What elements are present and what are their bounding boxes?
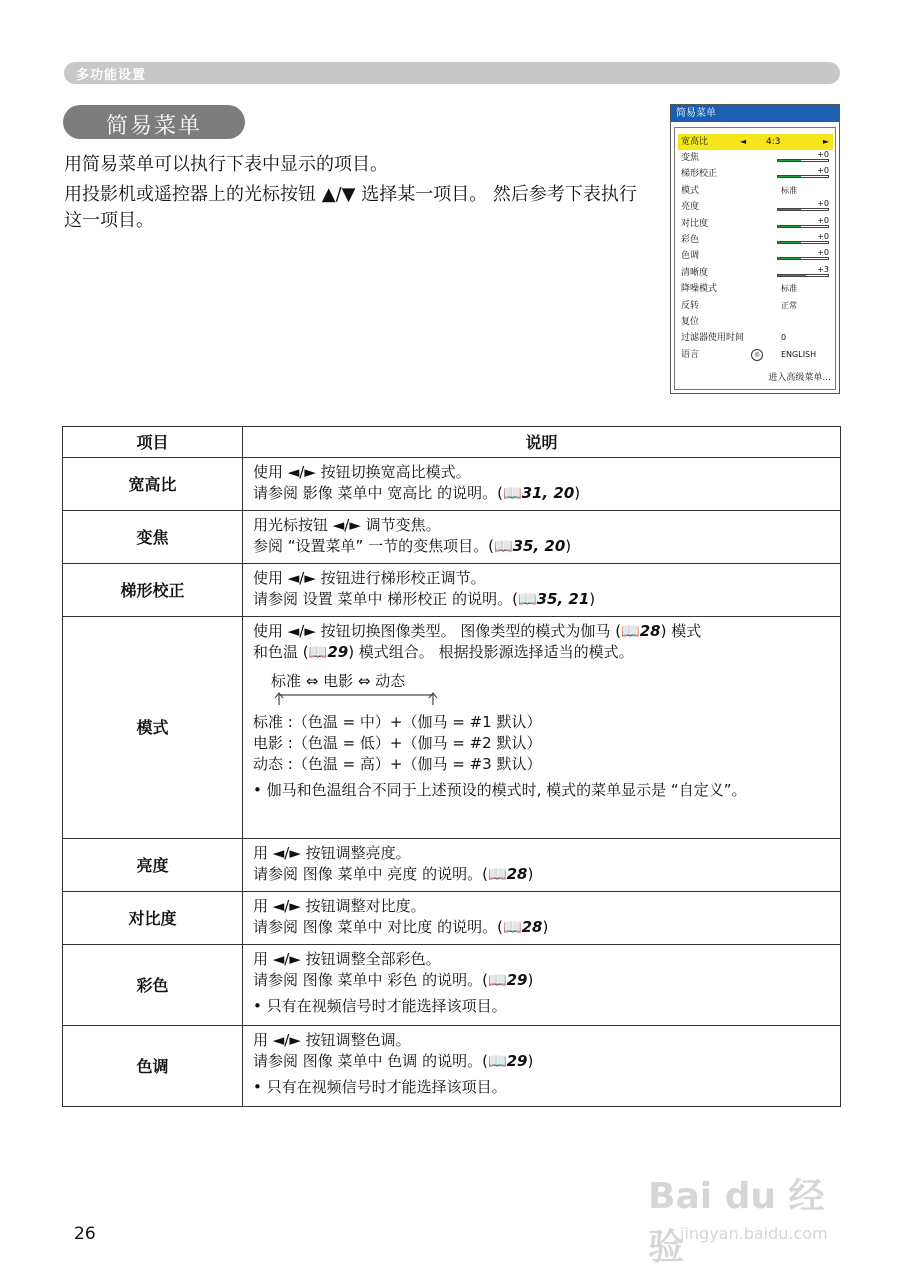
page-ref: 29 <box>506 1052 528 1070</box>
cycle-return-arrow-icon <box>273 692 443 706</box>
book-icon: 📖 <box>487 1052 507 1070</box>
page-ref: 29 <box>327 643 349 661</box>
osd-row-label: 模式 <box>681 185 700 196</box>
osd-row <box>681 330 831 346</box>
osd-row <box>681 248 831 264</box>
watermark-logo <box>640 1150 860 1268</box>
watermark-url: jingyan.baidu.com <box>680 1224 828 1243</box>
desc-line: 和色温 (📖29) 模式组合。 根据投影源选择适当的模式。 <box>253 643 634 661</box>
osd-row-value: +0 <box>817 150 829 159</box>
osd-row-value: +0 <box>817 232 829 241</box>
tint-note: • 只有在视频信号时才能选择该项目。 <box>253 1078 507 1096</box>
watermark-brand: Bai du 经验 <box>648 1176 825 1268</box>
desc-line: 用 ◄/► 按钮调整色调。 <box>253 1031 411 1049</box>
desc-line: 用光标按钮 ◄/► 调节变焦。 <box>253 516 441 534</box>
osd-row-label: 彩色 <box>681 235 700 245</box>
desc-line: 请参阅 影像 菜单中 宽高比 的说明。(📖31, 20) <box>253 484 581 502</box>
osd-row-value: 标准 <box>781 284 797 294</box>
osd-row-value: +0 <box>817 199 829 209</box>
osd-row-value: +3 <box>817 264 829 274</box>
desc-keystone <box>243 564 841 617</box>
osd-row-value: +0 <box>817 215 829 225</box>
item-keystone: 梯形校正 <box>63 564 243 617</box>
osd-row <box>681 298 831 314</box>
desc-line: 用 ◄/► 按钮调整全部彩色。 <box>253 950 441 968</box>
book-icon: 📖 <box>493 537 513 555</box>
book-icon: 📖 <box>502 484 522 502</box>
osd-row <box>681 216 831 232</box>
desc-line: 请参阅 图像 菜单中 对比度 的说明。(📖28) <box>253 918 549 936</box>
osd-row-value: +0 <box>817 166 829 176</box>
table-row-contrast <box>63 892 841 945</box>
right-arrow-icon: ► <box>822 137 829 146</box>
table-row-keystone <box>63 564 841 617</box>
desc-zoom <box>243 511 841 564</box>
osd-row-label: 反转 <box>681 300 700 311</box>
item-mode: 模式 <box>63 617 243 839</box>
table-row-zoom <box>63 511 841 564</box>
left-arrow-icon: ◄ <box>740 137 747 146</box>
osd-row <box>681 281 831 297</box>
easy-menu-table <box>62 426 841 1107</box>
desc-contrast <box>243 892 841 945</box>
section-header-bar <box>64 62 840 84</box>
osd-advanced-menu-link: 进入高级菜单... <box>768 373 831 383</box>
osd-row <box>681 265 831 281</box>
desc-mode <box>243 617 841 839</box>
item-brightness: 亮度 <box>63 839 243 892</box>
table-row-mode <box>63 617 841 839</box>
page-title-pill <box>63 105 245 139</box>
osd-level-bar <box>777 225 829 228</box>
osd-row-label: 变焦 <box>681 153 700 163</box>
osd-title: 简易菜单 <box>671 105 839 122</box>
osd-row-label: 亮度 <box>681 202 700 213</box>
easy-menu-osd <box>670 104 840 394</box>
osd-row-value: ENGLISH <box>781 349 817 359</box>
book-icon: 📖 <box>621 622 640 640</box>
book-icon: 📖 <box>517 590 537 608</box>
osd-row-label: 梯形校正 <box>681 169 718 180</box>
osd-level-bar <box>777 208 829 211</box>
osd-row-label: 对比度 <box>681 218 709 229</box>
item-color: 彩色 <box>63 945 243 1026</box>
desc-line: 用 ◄/► 按钮调整亮度。 <box>253 844 411 862</box>
osd-body <box>674 127 836 390</box>
intro-line-1: 用简易菜单可以执行下表中显示的项目。 <box>64 154 388 175</box>
page-ref: 31, 20 <box>521 484 575 502</box>
table-row-aspect <box>63 458 841 511</box>
page-ref: 35, 21 <box>536 590 590 608</box>
osd-row <box>681 150 831 166</box>
desc-line: 请参阅 图像 菜单中 亮度 的说明。(📖28) <box>253 865 534 883</box>
mode-dynamic: 动态 :（色温 = 高）+（伽马 = #3 默认） <box>253 755 542 773</box>
page-ref: 28 <box>521 918 543 936</box>
osd-level-bar <box>777 257 829 260</box>
osd-row-value: 4:3 <box>766 137 781 147</box>
osd-row-label: 过滤器使用时间 <box>681 333 745 344</box>
osd-row-value: 0 <box>781 333 787 343</box>
color-note: • 只有在视频信号时才能选择该项目。 <box>253 997 507 1015</box>
desc-line: 使用 ◄/► 按钮进行梯形校正调节。 <box>253 569 486 587</box>
page-title: 简易菜单 <box>105 114 202 139</box>
page-ref: 28 <box>506 865 528 883</box>
osd-row-label: 复位 <box>681 317 700 327</box>
book-icon: 📖 <box>487 971 507 989</box>
desc-line: 用 ◄/► 按钮调整对比度。 <box>253 897 426 915</box>
osd-row-label: 宽高比 <box>681 137 709 147</box>
table-row-tint <box>63 1026 841 1107</box>
osd-row <box>681 199 831 215</box>
osd-level-bar <box>777 175 829 178</box>
section-label: 多功能设置 <box>76 68 147 83</box>
osd-row <box>681 183 831 199</box>
intro-text <box>64 152 654 238</box>
osd-row <box>681 347 831 363</box>
osd-row-value: 正常 <box>781 300 797 310</box>
mode-movie: 电影 :（色温 = 低）+（伽马 = #2 默认） <box>253 734 542 752</box>
desc-aspect <box>243 458 841 511</box>
page-ref: 35, 20 <box>512 537 566 555</box>
table-row-color <box>63 945 841 1026</box>
page-ref: 28 <box>639 622 661 640</box>
book-icon: 📖 <box>308 643 328 661</box>
desc-line: 使用 ◄/► 按钮切换图像类型。 图像类型的模式为伽马 (📖28) 模式 <box>253 622 702 640</box>
book-icon: 📖 <box>487 865 507 883</box>
desc-line: 参阅 “设置菜单” 一节的变焦项目。(📖35, 20) <box>253 537 572 555</box>
osd-row-label: 语言 <box>681 349 700 360</box>
osd-row-value: +0 <box>817 248 829 258</box>
desc-line: 请参阅 设置 菜单中 梯形校正 的说明。(📖35, 21) <box>253 590 596 608</box>
page-number: 26 <box>74 1224 96 1244</box>
page-ref: 29 <box>506 971 528 989</box>
desc-brightness <box>243 839 841 892</box>
desc-tint <box>243 1026 841 1107</box>
item-aspect: 宽高比 <box>63 458 243 511</box>
item-zoom: 变焦 <box>63 511 243 564</box>
osd-row <box>681 166 831 182</box>
desc-color <box>243 945 841 1026</box>
osd-row-aspect <box>678 134 833 150</box>
book-icon: 📖 <box>502 918 522 936</box>
osd-level-bar <box>777 274 829 277</box>
header-item: 项目 <box>63 427 243 458</box>
osd-level-bar <box>777 159 829 162</box>
osd-row <box>681 232 831 248</box>
item-tint: 色调 <box>63 1026 243 1107</box>
intro-line-2: 用投影机或遥控器上的光标按钮 ▲/▼ 选择某一项目。 然后参考下表执行这一项目。 <box>64 184 637 231</box>
header-description: 说明 <box>243 427 841 458</box>
item-contrast: 对比度 <box>63 892 243 945</box>
desc-line: 请参阅 图像 菜单中 色调 的说明。(📖29) <box>253 1052 534 1070</box>
table-row-brightness <box>63 839 841 892</box>
osd-row-label: 降噪模式 <box>681 284 718 295</box>
osd-row-value: 标准 <box>781 185 797 195</box>
osd-row-label: 色调 <box>681 251 700 262</box>
mode-note: • 伽马和色温组合不同于上述预设的模式时, 模式的菜单显示是 “自定义”。 <box>253 781 747 799</box>
table-header-row <box>63 427 841 458</box>
osd-level-bar <box>777 241 829 244</box>
desc-line: 请参阅 图像 菜单中 彩色 的说明。(📖29) <box>253 971 534 989</box>
osd-row <box>681 314 831 330</box>
globe-icon: ◎ <box>751 349 763 361</box>
osd-row-label: 清晰度 <box>681 267 709 278</box>
mode-cycle <box>253 671 830 706</box>
mode-cycle-text: 标准 ⇔ 电影 ⇔ 动态 <box>271 672 406 690</box>
mode-standard: 标准 :（色温 = 中）+（伽马 = #1 默认） <box>253 713 542 731</box>
desc-line: 使用 ◄/► 按钮切换宽高比模式。 <box>253 463 471 481</box>
